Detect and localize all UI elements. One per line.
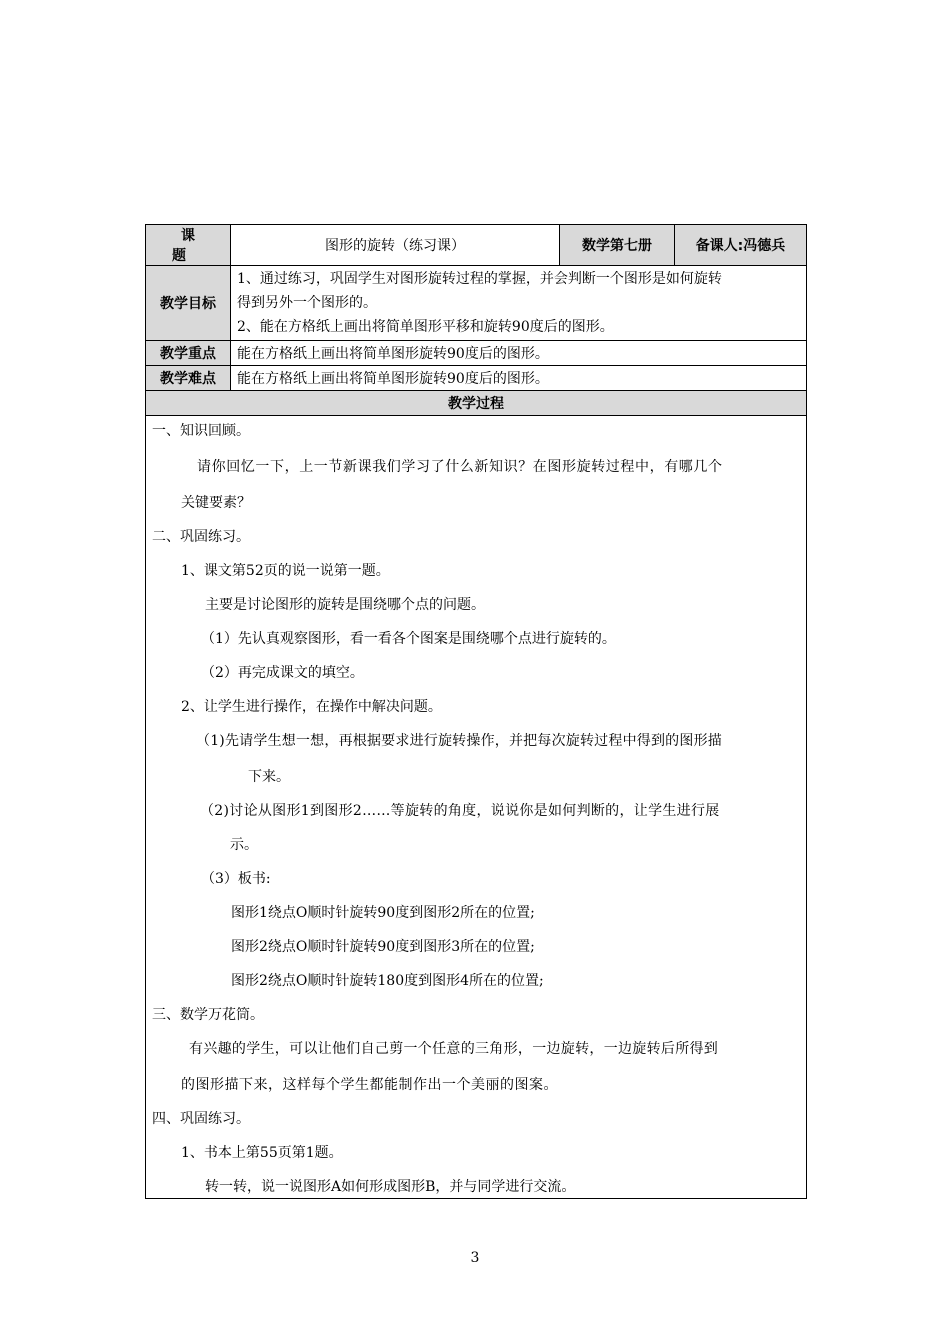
goal-line: 1、通过练习，巩固学生对图形旋转过程的掌握，并会判断一个图形是如何旋转 bbox=[237, 271, 722, 287]
difficulty-label: 教学难点 bbox=[146, 366, 231, 391]
focus-label: 教学重点 bbox=[146, 341, 231, 366]
process-line: 图形2绕点O顺时针旋转180度到图形4所在的位置; bbox=[231, 973, 544, 989]
process-line: 二、巩固练习。 bbox=[152, 529, 250, 545]
difficulty-text: 能在方格纸上画出将简单图形旋转90度后的图形。 bbox=[231, 366, 807, 391]
process-line: 关键要素？ bbox=[181, 495, 251, 511]
difficulty-row bbox=[146, 366, 807, 391]
process-line: 下来。 bbox=[248, 769, 290, 785]
goal-line: 2、能在方格纸上画出将简单图形平移和旋转90度后的图形。 bbox=[237, 319, 614, 335]
lesson-plan-table bbox=[145, 224, 807, 1199]
process-body-row bbox=[146, 416, 807, 1199]
goals-row bbox=[146, 266, 807, 341]
process-line: 图形1绕点O顺时针旋转90度到图形2所在的位置; bbox=[231, 905, 535, 921]
focus-text: 能在方格纸上画出将简单图形旋转90度后的图形。 bbox=[231, 341, 807, 366]
process-line: 有兴趣的学生，可以让他们自己剪一个任意的三角形，一边旋转，一边旋转后所得到 bbox=[189, 1041, 719, 1057]
process-line: （3）板书: bbox=[201, 871, 271, 887]
lesson-plan bbox=[145, 224, 806, 1199]
process-line: 请你回忆一下，上一节新课我们学习了什么新知识？在图形旋转过程中，有哪几个 bbox=[197, 459, 723, 475]
goal-line: 得到另外一个图形的。 bbox=[237, 295, 377, 311]
process-line: 三、数学万花筒。 bbox=[152, 1007, 264, 1023]
goals-label: 教学目标 bbox=[146, 266, 231, 341]
title-row bbox=[146, 225, 807, 266]
process-line: （1)先请学生想一想，再根据要求进行旋转操作，并把每次旋转过程中得到的图形描 bbox=[196, 733, 722, 749]
focus-row bbox=[146, 341, 807, 366]
topic-label: 课 题 bbox=[146, 225, 231, 266]
page-number: 3 bbox=[470, 1250, 480, 1266]
process-header-row bbox=[146, 391, 807, 416]
process-line: 1、书本上第55页第1题。 bbox=[181, 1145, 343, 1161]
process-line: 四、巩固练习。 bbox=[152, 1111, 250, 1127]
process-line: 转一转，说一说图形A如何形成图形B，并与同学进行交流。 bbox=[205, 1179, 576, 1195]
process-line: 一、知识回顾。 bbox=[152, 423, 250, 439]
process-line: 2、让学生进行操作，在操作中解决问题。 bbox=[181, 699, 442, 715]
process-line: （1）先认真观察图形，看一看各个图案是围绕哪个点进行旋转的。 bbox=[201, 631, 616, 647]
process-line: 主要是讨论图形的旋转是围绕哪个点的问题。 bbox=[205, 597, 485, 613]
process-line: 示。 bbox=[230, 837, 258, 853]
textbook-volume: 数学第七册 bbox=[560, 225, 675, 266]
goals-content bbox=[231, 266, 807, 341]
process-line: （2）再完成课文的填空。 bbox=[201, 665, 364, 681]
process-line: 1、课文第52页的说一说第一题。 bbox=[181, 563, 390, 579]
process-line: 图形2绕点O顺时针旋转90度到图形3所在的位置; bbox=[231, 939, 535, 955]
preparer-name: 备课人:冯德兵 bbox=[675, 225, 807, 266]
process-line: （2)讨论从图形1到图形2……等旋转的角度，说说你是如何判断的，让学生进行展 bbox=[200, 803, 720, 819]
process-title: 教学过程 bbox=[146, 391, 807, 416]
process-body bbox=[146, 416, 807, 1199]
process-line: 的图形描下来，这样每个学生都能制作出一个美丽的图案。 bbox=[181, 1077, 558, 1093]
lesson-topic: 图形的旋转（练习课） bbox=[231, 225, 560, 266]
